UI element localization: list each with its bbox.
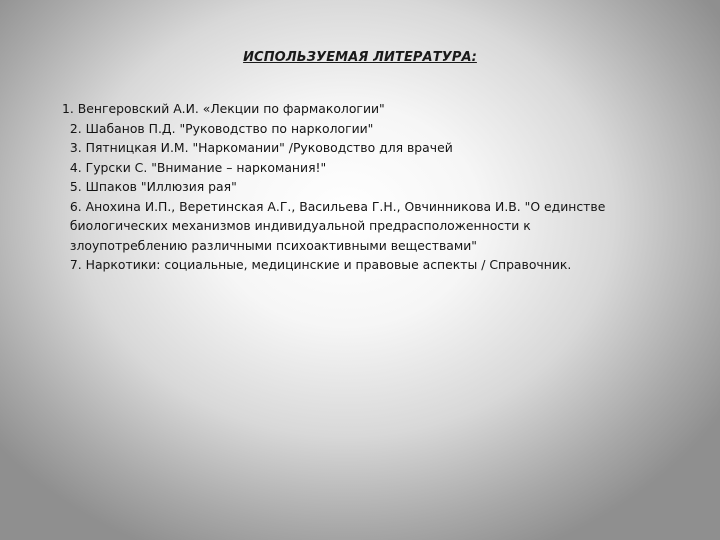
list-item: 2. Шабанов П.Д. "Руководство по наркологии" (62, 120, 374, 136)
list-item: 5. Шпаков "Иллюзия рая" (62, 179, 237, 194)
list-item: 6. Анохина И.П., Веретинская А.Г., Васильева Г.Н., Овчинникова И.В. "О единстве (62, 198, 606, 214)
list-item: 3. Пятницкая И.М. "Наркомании" /Руководство для врачей (62, 140, 453, 155)
list-item: 7. Наркотики: социальные, медицинские и правовые аспекты / Справочник. (62, 257, 572, 272)
list-item: 4. Гурски С. "Внимание – наркомания!" (62, 159, 327, 175)
list-item: злоупотреблению различными психоактивными веществами" (62, 237, 477, 253)
slide-title: ИСПОЛЬЗУЕМАЯ ЛИТЕРАТУРА: (243, 50, 477, 65)
literature-list (62, 99, 682, 275)
list-item: 1. Венгеровский А.И. «Лекции по фармакологии" (62, 101, 385, 116)
list-item: биологических механизмов индивидуальной предрасположенности к (62, 218, 531, 233)
